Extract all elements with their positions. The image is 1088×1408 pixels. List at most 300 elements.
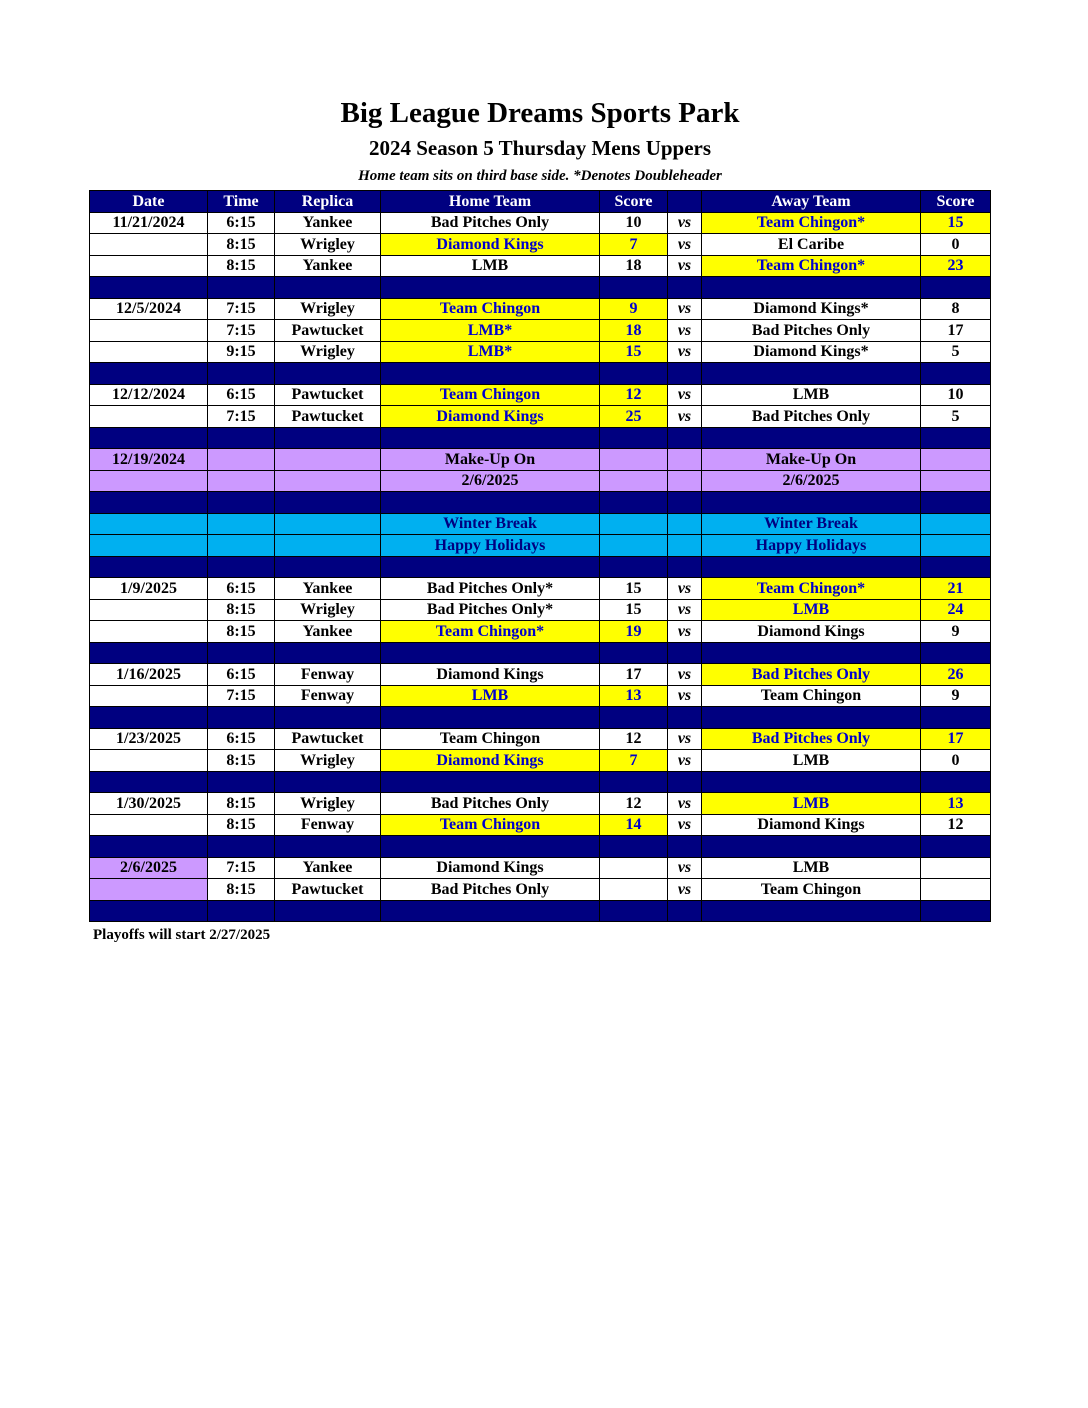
home-score-cell bbox=[600, 470, 668, 492]
col-away-score-header: Score bbox=[921, 191, 991, 213]
table-row bbox=[90, 255, 991, 277]
replica-cell bbox=[275, 513, 381, 535]
separator-cell bbox=[702, 707, 921, 729]
vs-cell: vs bbox=[668, 234, 702, 256]
separator-cell bbox=[275, 556, 381, 578]
time-cell: 6:15 bbox=[208, 212, 275, 234]
time-cell: 6:15 bbox=[208, 664, 275, 686]
time-cell: 7:15 bbox=[208, 320, 275, 342]
vs-cell: vs bbox=[668, 664, 702, 686]
col-time-header: Time bbox=[208, 191, 275, 213]
away-score-cell: 0 bbox=[921, 750, 991, 772]
away-team-cell: LMB bbox=[702, 750, 921, 772]
table-row bbox=[90, 212, 991, 234]
table-row bbox=[90, 578, 991, 600]
away-team-cell: Diamond Kings* bbox=[702, 341, 921, 363]
away-score-cell bbox=[921, 470, 991, 492]
time-cell: 8:15 bbox=[208, 599, 275, 621]
separator-row bbox=[90, 900, 991, 922]
date-cell bbox=[90, 341, 208, 363]
table-row bbox=[90, 621, 991, 643]
home-score-cell: 15 bbox=[600, 578, 668, 600]
away-team-cell: Team Chingon* bbox=[702, 578, 921, 600]
col-vs-header bbox=[668, 191, 702, 213]
table-row bbox=[90, 814, 991, 836]
separator-cell bbox=[90, 836, 208, 858]
separator-cell bbox=[381, 492, 600, 514]
separator-cell bbox=[921, 900, 991, 922]
time-cell bbox=[208, 449, 275, 471]
away-team-cell: LMB bbox=[702, 384, 921, 406]
separator-cell bbox=[381, 900, 600, 922]
home-team-cell: 2/6/2025 bbox=[381, 470, 600, 492]
schedule-note: Home team sits on third base side. *Denotes Doubleheader bbox=[358, 168, 722, 184]
separator-cell bbox=[668, 771, 702, 793]
home-score-cell: 15 bbox=[600, 341, 668, 363]
vs-cell: vs bbox=[668, 255, 702, 277]
away-score-cell bbox=[921, 513, 991, 535]
home-team-cell: Bad Pitches Only bbox=[381, 793, 600, 815]
date-cell: 12/19/2024 bbox=[90, 449, 208, 471]
home-team-cell: Happy Holidays bbox=[381, 535, 600, 557]
separator-cell bbox=[702, 427, 921, 449]
away-team-cell: Happy Holidays bbox=[702, 535, 921, 557]
table-row bbox=[90, 320, 991, 342]
separator-cell bbox=[668, 363, 702, 385]
separator-cell bbox=[208, 900, 275, 922]
separator-cell bbox=[702, 900, 921, 922]
home-score-cell: 14 bbox=[600, 814, 668, 836]
home-score-cell: 15 bbox=[600, 599, 668, 621]
home-team-cell: Diamond Kings bbox=[381, 857, 600, 879]
home-team-cell: Team Chingon bbox=[381, 298, 600, 320]
home-score-cell bbox=[600, 513, 668, 535]
separator-cell bbox=[668, 556, 702, 578]
separator-cell bbox=[90, 556, 208, 578]
vs-cell bbox=[668, 535, 702, 557]
away-score-cell: 21 bbox=[921, 578, 991, 600]
separator-cell bbox=[275, 642, 381, 664]
replica-cell: Yankee bbox=[275, 255, 381, 277]
separator-cell bbox=[600, 836, 668, 858]
separator-cell bbox=[668, 900, 702, 922]
separator-cell bbox=[600, 277, 668, 299]
table-row bbox=[90, 728, 991, 750]
replica-cell: Fenway bbox=[275, 664, 381, 686]
separator-cell bbox=[702, 556, 921, 578]
vs-cell bbox=[668, 449, 702, 471]
away-team-cell: Bad Pitches Only bbox=[702, 664, 921, 686]
home-score-cell bbox=[600, 535, 668, 557]
separator-cell bbox=[90, 492, 208, 514]
separator-cell bbox=[921, 277, 991, 299]
separator-cell bbox=[921, 642, 991, 664]
table-row bbox=[90, 750, 991, 772]
time-cell: 8:15 bbox=[208, 814, 275, 836]
away-team-cell: LMB bbox=[702, 599, 921, 621]
home-team-cell: Team Chingon bbox=[381, 384, 600, 406]
separator-cell bbox=[921, 427, 991, 449]
separator-cell bbox=[600, 427, 668, 449]
away-score-cell: 5 bbox=[921, 341, 991, 363]
separator-cell bbox=[702, 836, 921, 858]
vs-cell: vs bbox=[668, 599, 702, 621]
col-date-header: Date bbox=[90, 191, 208, 213]
away-team-cell: Bad Pitches Only bbox=[702, 728, 921, 750]
replica-cell: Wrigley bbox=[275, 298, 381, 320]
table-row bbox=[90, 406, 991, 428]
separator-cell bbox=[600, 642, 668, 664]
date-cell bbox=[90, 513, 208, 535]
vs-cell: vs bbox=[668, 750, 702, 772]
date-cell: 1/16/2025 bbox=[90, 664, 208, 686]
away-score-cell: 24 bbox=[921, 599, 991, 621]
away-team-cell: Diamond Kings* bbox=[702, 298, 921, 320]
separator-cell bbox=[381, 771, 600, 793]
date-cell bbox=[90, 255, 208, 277]
away-score-cell: 17 bbox=[921, 728, 991, 750]
separator-cell bbox=[381, 707, 600, 729]
separator-cell bbox=[702, 771, 921, 793]
home-team-cell: Bad Pitches Only bbox=[381, 212, 600, 234]
away-team-cell: Team Chingon* bbox=[702, 212, 921, 234]
separator-cell bbox=[208, 277, 275, 299]
vs-cell: vs bbox=[668, 406, 702, 428]
home-score-cell: 7 bbox=[600, 750, 668, 772]
date-cell bbox=[90, 470, 208, 492]
replica-cell: Yankee bbox=[275, 212, 381, 234]
date-cell bbox=[90, 750, 208, 772]
separator-cell bbox=[275, 363, 381, 385]
separator-cell bbox=[921, 363, 991, 385]
date-cell bbox=[90, 685, 208, 707]
home-score-cell: 19 bbox=[600, 621, 668, 643]
time-cell: 7:15 bbox=[208, 857, 275, 879]
away-team-cell: Team Chingon bbox=[702, 685, 921, 707]
separator-cell bbox=[921, 492, 991, 514]
col-home-team-header: Home Team bbox=[381, 191, 600, 213]
separator-cell bbox=[275, 707, 381, 729]
away-score-cell bbox=[921, 449, 991, 471]
time-cell: 8:15 bbox=[208, 750, 275, 772]
replica-cell: Yankee bbox=[275, 578, 381, 600]
table-row bbox=[90, 793, 991, 815]
away-team-cell: Make-Up On bbox=[702, 449, 921, 471]
separator-row bbox=[90, 556, 991, 578]
away-team-cell: Team Chingon bbox=[702, 879, 921, 901]
away-score-cell: 23 bbox=[921, 255, 991, 277]
away-team-cell: Bad Pitches Only bbox=[702, 406, 921, 428]
separator-cell bbox=[90, 771, 208, 793]
table-row bbox=[90, 341, 991, 363]
table-row bbox=[90, 879, 991, 901]
separator-cell bbox=[381, 556, 600, 578]
away-team-cell: Diamond Kings bbox=[702, 814, 921, 836]
home-score-cell bbox=[600, 449, 668, 471]
home-team-cell: LMB bbox=[381, 255, 600, 277]
replica-cell: Pawtucket bbox=[275, 320, 381, 342]
vs-cell: vs bbox=[668, 793, 702, 815]
replica-cell: Fenway bbox=[275, 814, 381, 836]
makeup-row bbox=[90, 449, 991, 471]
separator-cell bbox=[381, 363, 600, 385]
home-score-cell: 17 bbox=[600, 664, 668, 686]
time-cell: 6:15 bbox=[208, 728, 275, 750]
home-score-cell: 18 bbox=[600, 320, 668, 342]
col-away-team-header: Away Team bbox=[702, 191, 921, 213]
separator-cell bbox=[275, 492, 381, 514]
home-team-cell: Diamond Kings bbox=[381, 664, 600, 686]
date-cell: 1/9/2025 bbox=[90, 578, 208, 600]
vs-cell: vs bbox=[668, 879, 702, 901]
separator-cell bbox=[668, 277, 702, 299]
home-score-cell: 12 bbox=[600, 793, 668, 815]
separator-cell bbox=[381, 277, 600, 299]
home-team-cell: LMB* bbox=[381, 341, 600, 363]
time-cell: 7:15 bbox=[208, 298, 275, 320]
separator-cell bbox=[600, 492, 668, 514]
table-row bbox=[90, 664, 991, 686]
page-subtitle: 2024 Season 5 Thursday Mens Uppers bbox=[368, 136, 712, 160]
separator-row bbox=[90, 642, 991, 664]
time-cell: 9:15 bbox=[208, 341, 275, 363]
home-score-cell: 13 bbox=[600, 685, 668, 707]
away-team-cell: 2/6/2025 bbox=[702, 470, 921, 492]
separator-cell bbox=[90, 707, 208, 729]
makeup-row bbox=[90, 470, 991, 492]
replica-cell: Wrigley bbox=[275, 793, 381, 815]
separator-cell bbox=[275, 427, 381, 449]
home-team-cell: Winter Break bbox=[381, 513, 600, 535]
separator-cell bbox=[921, 771, 991, 793]
replica-cell: Wrigley bbox=[275, 234, 381, 256]
separator-cell bbox=[90, 642, 208, 664]
home-score-cell: 10 bbox=[600, 212, 668, 234]
home-team-cell: Team Chingon bbox=[381, 814, 600, 836]
away-score-cell: 17 bbox=[921, 320, 991, 342]
separator-cell bbox=[208, 707, 275, 729]
separator-cell bbox=[275, 836, 381, 858]
separator-cell bbox=[668, 836, 702, 858]
vs-cell: vs bbox=[668, 212, 702, 234]
time-cell: 8:15 bbox=[208, 621, 275, 643]
table-row bbox=[90, 685, 991, 707]
vs-cell: vs bbox=[668, 685, 702, 707]
time-cell: 7:15 bbox=[208, 685, 275, 707]
separator-cell bbox=[90, 277, 208, 299]
replica-cell: Yankee bbox=[275, 857, 381, 879]
time-cell: 8:15 bbox=[208, 879, 275, 901]
home-score-cell: 12 bbox=[600, 728, 668, 750]
away-score-cell: 15 bbox=[921, 212, 991, 234]
separator-cell bbox=[208, 427, 275, 449]
separator-cell bbox=[208, 492, 275, 514]
separator-cell bbox=[208, 556, 275, 578]
separator-cell bbox=[600, 363, 668, 385]
away-score-cell: 13 bbox=[921, 793, 991, 815]
away-team-cell: El Caribe bbox=[702, 234, 921, 256]
away-team-cell: Team Chingon* bbox=[702, 255, 921, 277]
separator-cell bbox=[921, 556, 991, 578]
separator-cell bbox=[208, 836, 275, 858]
table-row bbox=[90, 857, 991, 879]
separator-cell bbox=[275, 277, 381, 299]
home-team-cell: Diamond Kings bbox=[381, 750, 600, 772]
separator-cell bbox=[702, 492, 921, 514]
date-cell bbox=[90, 320, 208, 342]
away-score-cell: 9 bbox=[921, 685, 991, 707]
home-team-cell: Team Chingon bbox=[381, 728, 600, 750]
time-cell: 6:15 bbox=[208, 384, 275, 406]
home-score-cell: 25 bbox=[600, 406, 668, 428]
separator-row bbox=[90, 707, 991, 729]
date-cell bbox=[90, 599, 208, 621]
home-team-cell: LMB bbox=[381, 685, 600, 707]
separator-row bbox=[90, 771, 991, 793]
separator-cell bbox=[600, 771, 668, 793]
away-score-cell: 0 bbox=[921, 234, 991, 256]
replica-cell: Pawtucket bbox=[275, 406, 381, 428]
separator-row bbox=[90, 363, 991, 385]
separator-row bbox=[90, 836, 991, 858]
separator-cell bbox=[702, 277, 921, 299]
date-cell bbox=[90, 814, 208, 836]
schedule-body bbox=[90, 212, 991, 922]
replica-cell bbox=[275, 535, 381, 557]
time-cell: 6:15 bbox=[208, 578, 275, 600]
replica-cell: Wrigley bbox=[275, 750, 381, 772]
separator-cell bbox=[668, 707, 702, 729]
separator-cell bbox=[381, 427, 600, 449]
col-home-score-header: Score bbox=[600, 191, 668, 213]
separator-cell bbox=[921, 836, 991, 858]
time-cell: 8:15 bbox=[208, 255, 275, 277]
separator-cell bbox=[702, 642, 921, 664]
replica-cell: Wrigley bbox=[275, 599, 381, 621]
away-team-cell: Winter Break bbox=[702, 513, 921, 535]
away-team-cell: Bad Pitches Only bbox=[702, 320, 921, 342]
separator-cell bbox=[668, 642, 702, 664]
separator-cell bbox=[381, 642, 600, 664]
separator-cell bbox=[275, 771, 381, 793]
separator-cell bbox=[90, 427, 208, 449]
separator-cell bbox=[921, 707, 991, 729]
vs-cell bbox=[668, 470, 702, 492]
vs-cell: vs bbox=[668, 298, 702, 320]
date-cell bbox=[90, 621, 208, 643]
separator-cell bbox=[668, 427, 702, 449]
away-score-cell bbox=[921, 879, 991, 901]
separator-cell bbox=[208, 771, 275, 793]
vs-cell: vs bbox=[668, 320, 702, 342]
vs-cell bbox=[668, 513, 702, 535]
table-row bbox=[90, 384, 991, 406]
home-team-cell: Bad Pitches Only* bbox=[381, 599, 600, 621]
replica-cell: Yankee bbox=[275, 621, 381, 643]
away-score-cell: 10 bbox=[921, 384, 991, 406]
time-cell: 8:15 bbox=[208, 234, 275, 256]
away-team-cell: LMB bbox=[702, 793, 921, 815]
vs-cell: vs bbox=[668, 384, 702, 406]
away-score-cell: 9 bbox=[921, 621, 991, 643]
separator-cell bbox=[381, 836, 600, 858]
vs-cell: vs bbox=[668, 621, 702, 643]
replica-cell: Pawtucket bbox=[275, 384, 381, 406]
date-cell bbox=[90, 406, 208, 428]
vs-cell: vs bbox=[668, 857, 702, 879]
date-cell: 2/6/2025 bbox=[90, 857, 208, 879]
separator-cell bbox=[275, 900, 381, 922]
vs-cell: vs bbox=[668, 728, 702, 750]
home-team-cell: Diamond Kings bbox=[381, 234, 600, 256]
separator-cell bbox=[208, 363, 275, 385]
date-cell: 1/30/2025 bbox=[90, 793, 208, 815]
home-score-cell: 12 bbox=[600, 384, 668, 406]
table-row bbox=[90, 298, 991, 320]
home-team-cell: Bad Pitches Only bbox=[381, 879, 600, 901]
replica-cell: Wrigley bbox=[275, 341, 381, 363]
date-cell bbox=[90, 234, 208, 256]
separator-cell bbox=[702, 363, 921, 385]
replica-cell bbox=[275, 449, 381, 471]
home-score-cell: 18 bbox=[600, 255, 668, 277]
away-score-cell: 5 bbox=[921, 406, 991, 428]
replica-cell: Fenway bbox=[275, 685, 381, 707]
away-team-cell: Diamond Kings bbox=[702, 621, 921, 643]
separator-cell bbox=[600, 556, 668, 578]
date-cell bbox=[90, 535, 208, 557]
home-team-cell: Make-Up On bbox=[381, 449, 600, 471]
vs-cell: vs bbox=[668, 814, 702, 836]
table-row bbox=[90, 234, 991, 256]
vs-cell: vs bbox=[668, 341, 702, 363]
time-cell: 7:15 bbox=[208, 406, 275, 428]
home-team-cell: LMB* bbox=[381, 320, 600, 342]
home-score-cell bbox=[600, 857, 668, 879]
away-score-cell bbox=[921, 857, 991, 879]
separator-cell bbox=[90, 900, 208, 922]
date-cell: 1/23/2025 bbox=[90, 728, 208, 750]
vs-cell: vs bbox=[668, 578, 702, 600]
home-team-cell: Diamond Kings bbox=[381, 406, 600, 428]
away-team-cell: LMB bbox=[702, 857, 921, 879]
date-cell: 11/21/2024 bbox=[90, 212, 208, 234]
winter-break-row bbox=[90, 513, 991, 535]
separator-row bbox=[90, 427, 991, 449]
replica-cell bbox=[275, 470, 381, 492]
schedule-table bbox=[89, 190, 991, 922]
home-team-cell: Team Chingon* bbox=[381, 621, 600, 643]
table-row bbox=[90, 599, 991, 621]
home-score-cell bbox=[600, 879, 668, 901]
separator-row bbox=[90, 277, 991, 299]
header-row bbox=[90, 191, 991, 213]
separator-cell bbox=[668, 492, 702, 514]
separator-cell bbox=[600, 707, 668, 729]
time-cell bbox=[208, 535, 275, 557]
replica-cell: Pawtucket bbox=[275, 879, 381, 901]
playoffs-note: Playoffs will start 2/27/2025 bbox=[93, 927, 271, 943]
away-score-cell bbox=[921, 535, 991, 557]
home-score-cell: 7 bbox=[600, 234, 668, 256]
time-cell: 8:15 bbox=[208, 793, 275, 815]
col-replica-header: Replica bbox=[275, 191, 381, 213]
time-cell bbox=[208, 513, 275, 535]
separator-cell bbox=[90, 363, 208, 385]
time-cell bbox=[208, 470, 275, 492]
page-title: Big League Dreams Sports Park bbox=[340, 97, 740, 129]
away-score-cell: 26 bbox=[921, 664, 991, 686]
